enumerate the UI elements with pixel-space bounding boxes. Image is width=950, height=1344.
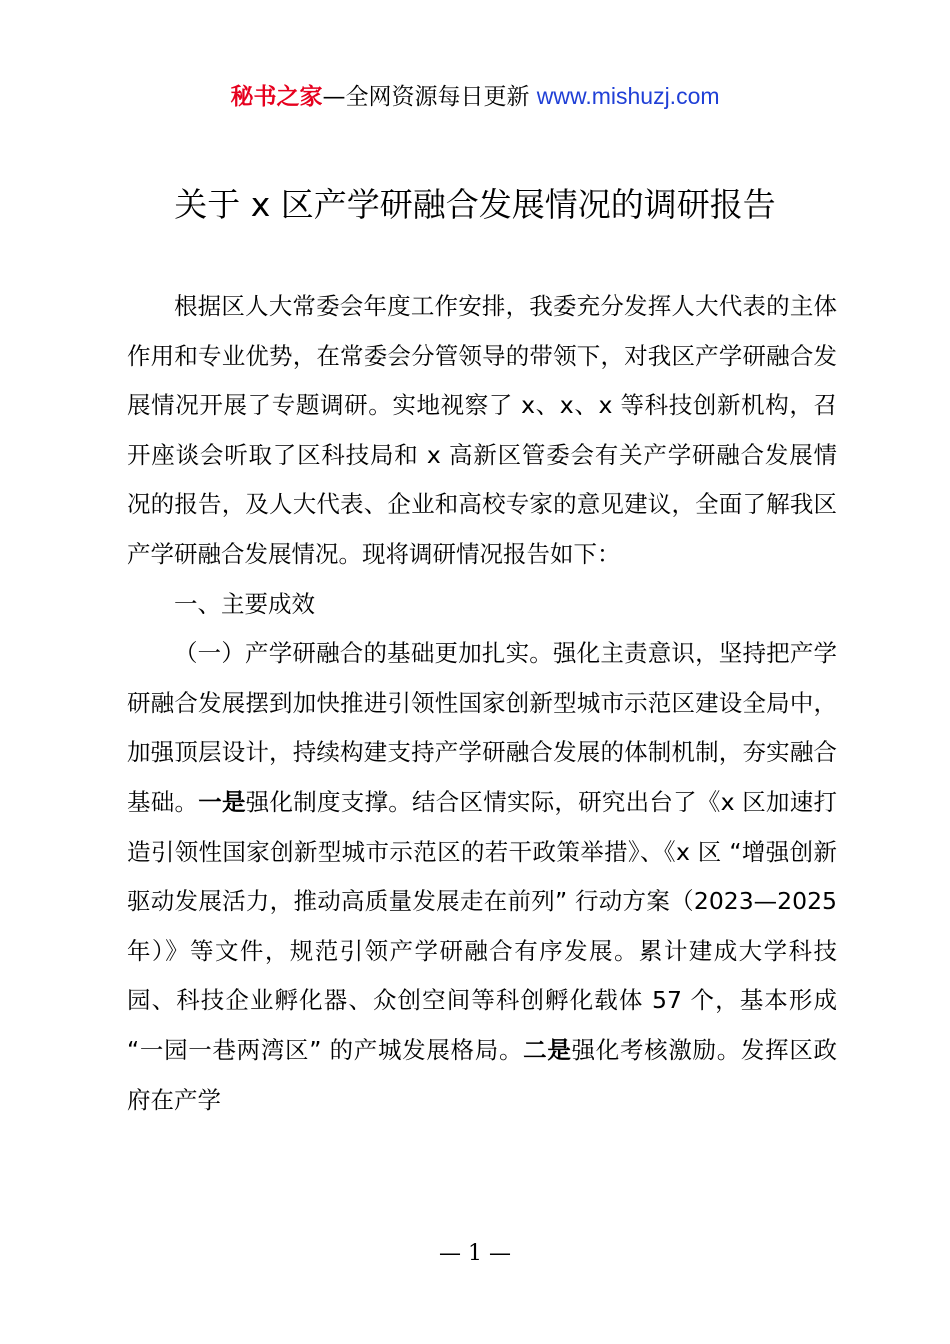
bold-marker-first: 一是: [198, 787, 246, 816]
site-header-banner: [0, 80, 950, 113]
bold-marker-second: 二是: [523, 1035, 572, 1064]
page-number: — 1 —: [439, 1241, 511, 1266]
website-link[interactable]: www.mishuzj.com: [536, 83, 720, 109]
document-body: [127, 282, 837, 1125]
document-title: 关于 x 区产学研融合发展情况的调研报告: [174, 185, 776, 224]
header-tagline: —全网资源每日更新: [322, 84, 537, 110]
paragraph-text: 强化考核激励。发挥区政府在产学: [127, 1035, 838, 1114]
body-paragraph: [127, 629, 837, 1125]
intro-paragraph: 根据区人大常委会年度工作安排，我委充分发挥人大代表的主体作用和专业优势，在常委会分管领导的带领下，对我区产学研融合发展情况开展了专题调研。实地视察了 x、x、x 等科技创新机构，召开座谈会听取了区科技局和 x 高新区管委会有关产学研融合发展情况的报告，及人大代表、企业和高校专家的意见建议，全面了解我区产学研融合发展情况。现将调研情况报告如下：: [127, 292, 837, 568]
paragraph-text: 强化制度支撑。结合区情实际，研究出台了《x 区加速打造引领性国家创新型城市示范区的若干政策举措》、《x 区 “增强创新驱动发展活力，推动高质量发展走在前列” 行动方案（2023—2025 年）》等文件，规范引领产学研融合有序发展。累计建成大学科技园、科技企业孵化器、众创空间等科创孵化载体 57 个，基本形成 “一园一巷两湾区” 的产城发展格局。: [127, 787, 838, 1064]
section-heading: 一、主要成效: [174, 589, 315, 618]
paragraph-text: （一）产学研融合的基础更加扎实。强化主责意识，坚持把产学研融合发展摆到加快推进引领性国家创新型城市示范区建设全局中，加强顶层设计，持续构建支持产学研融合发展的体制机制，夯实融合基础。: [127, 639, 837, 816]
brand-name: 秘书之家: [230, 84, 323, 110]
